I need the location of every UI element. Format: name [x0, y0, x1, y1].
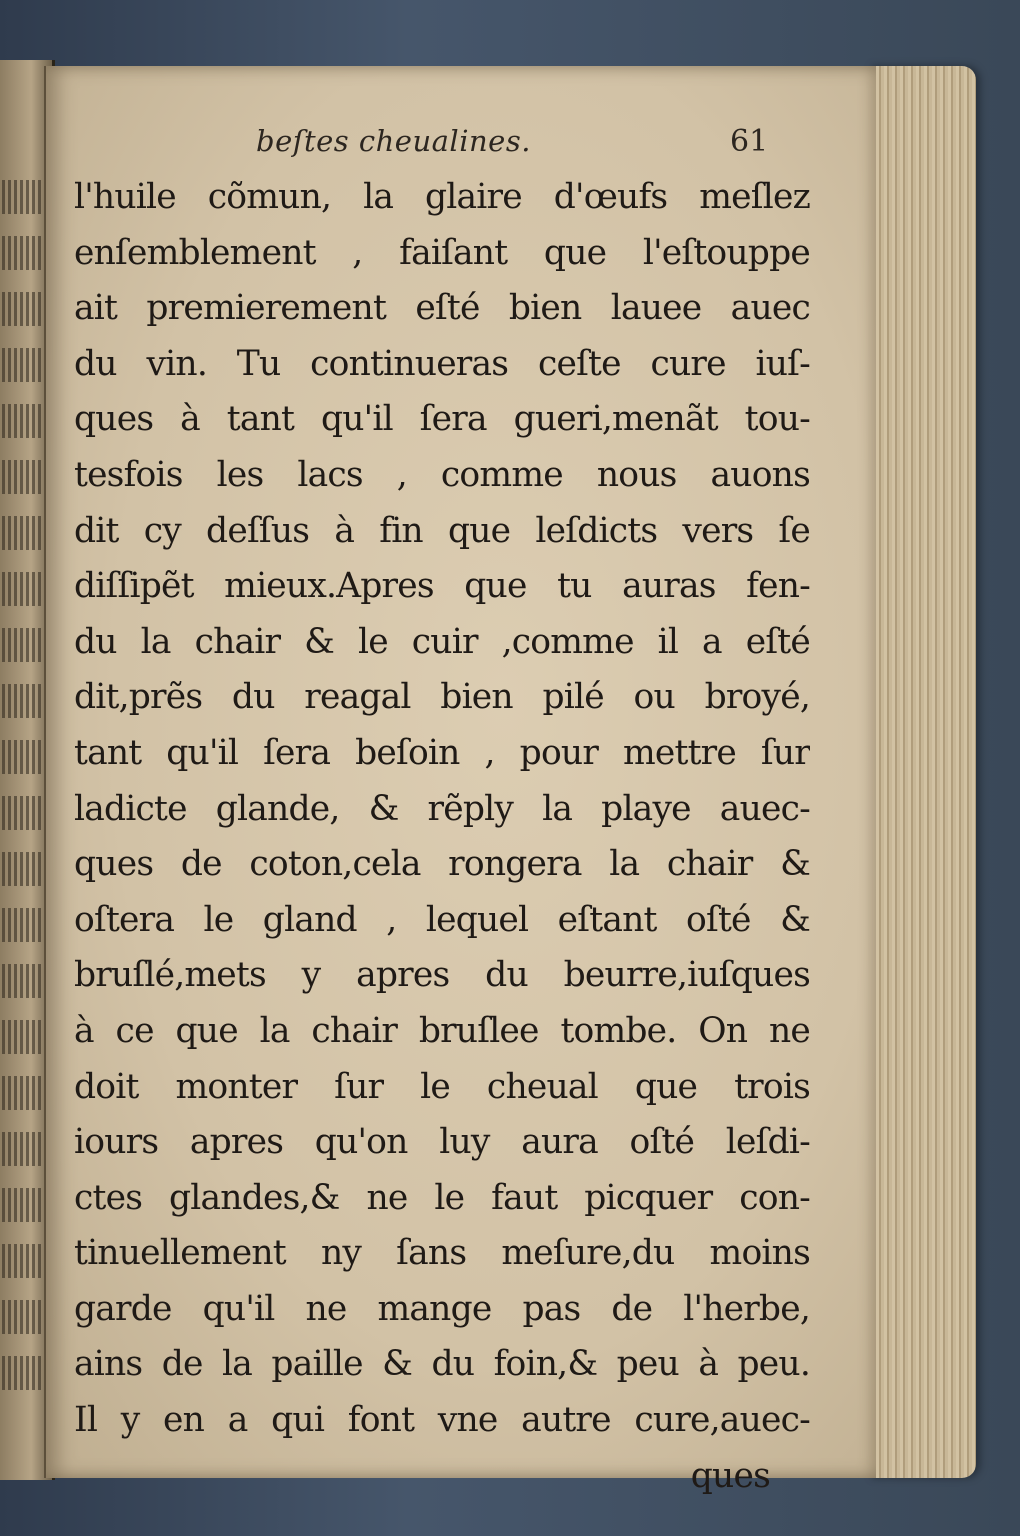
text-line: ait premierement eſté bien lauee auec	[74, 288, 810, 329]
bleed-through-line	[2, 628, 48, 662]
body-text	[74, 170, 810, 1504]
text-line: Il y en a qui font vne autre cure,auec-	[74, 1400, 810, 1441]
text-line: bruſlé,mets y apres du beurre,iuſques	[74, 955, 810, 996]
bleed-through-line	[2, 1300, 48, 1334]
running-head-title: beſtes cheualines.	[256, 124, 531, 158]
text-line: tesfois les lacs , comme nous auons	[74, 454, 810, 495]
text-line: enſemblement , faiſant que l'eſtouppe	[74, 232, 810, 273]
text-line: iours apres qu'on luy aura oſté leſdi-	[74, 1122, 810, 1163]
text-line: tant qu'il ſera beſoin , pour mettre ſur	[74, 732, 810, 773]
bleed-through-line	[2, 404, 48, 438]
bleed-through-line	[2, 740, 48, 774]
text-line: du vin. Tu continueras ceſte cure iuſ-	[74, 343, 810, 384]
bleed-through-line	[2, 684, 48, 718]
text-line: ques de coton,cela rongera la chair &	[74, 844, 810, 885]
text-line: ains de la paille & du foin,& peu à peu.	[74, 1344, 810, 1385]
bleed-through-line	[2, 292, 48, 326]
bleed-through-line	[2, 852, 48, 886]
bleed-through-line	[2, 964, 48, 998]
bleed-through-line	[2, 1020, 48, 1054]
bleed-through-line	[2, 1076, 48, 1110]
bleed-through-line	[2, 460, 48, 494]
page-number: 61	[730, 124, 769, 159]
bleed-through-line	[2, 1356, 48, 1390]
text-line: oſtera le gland , lequel eſtant oſté &	[74, 899, 810, 940]
catchword: ques	[690, 1455, 770, 1496]
bleed-through-line	[2, 572, 48, 606]
text-line: diſſipẽt mieux.Apres que tu auras fen-	[74, 566, 810, 607]
text-line: à ce que la chair bruſlee tombe. On ne	[74, 1010, 810, 1051]
text-line: du la chair & le cuir ,comme il a eſté	[74, 621, 810, 662]
text-line: doit monter ſur le cheual que trois	[74, 1066, 810, 1107]
text-line: ladicte glande, & rẽply la playe auec-	[74, 788, 810, 829]
fore-edge-pages	[868, 66, 976, 1478]
bleed-through-line	[2, 516, 48, 550]
text-line: ctes glandes,& ne le faut picquer con-	[74, 1177, 810, 1218]
text-line: tinuellement ny ſans meſure,du moins	[74, 1233, 810, 1274]
text-line: l'huile cõmun, la glaire d'œufs meſlez	[74, 177, 810, 217]
bleed-through-line	[2, 180, 48, 214]
bleed-through-line	[2, 796, 48, 830]
text-line: dit cy deſſus à fin que leſdicts vers ſe	[74, 510, 810, 551]
text-line: ques à tant qu'il ſera gueri,menãt tou-	[74, 399, 810, 440]
bleed-through-line	[2, 348, 48, 382]
bleed-through-line	[2, 908, 48, 942]
text-line: garde qu'il ne mange pas de l'herbe,	[74, 1288, 810, 1329]
bleed-through-line	[2, 1244, 48, 1278]
bleed-through-line	[2, 236, 48, 270]
text-line: dit,prẽs du reagal bien pilé ou broyé,	[74, 677, 810, 718]
bleed-through-line	[2, 1132, 48, 1166]
library-stamp-ghost	[64, 1356, 204, 1390]
bleed-through-line	[2, 1188, 48, 1222]
